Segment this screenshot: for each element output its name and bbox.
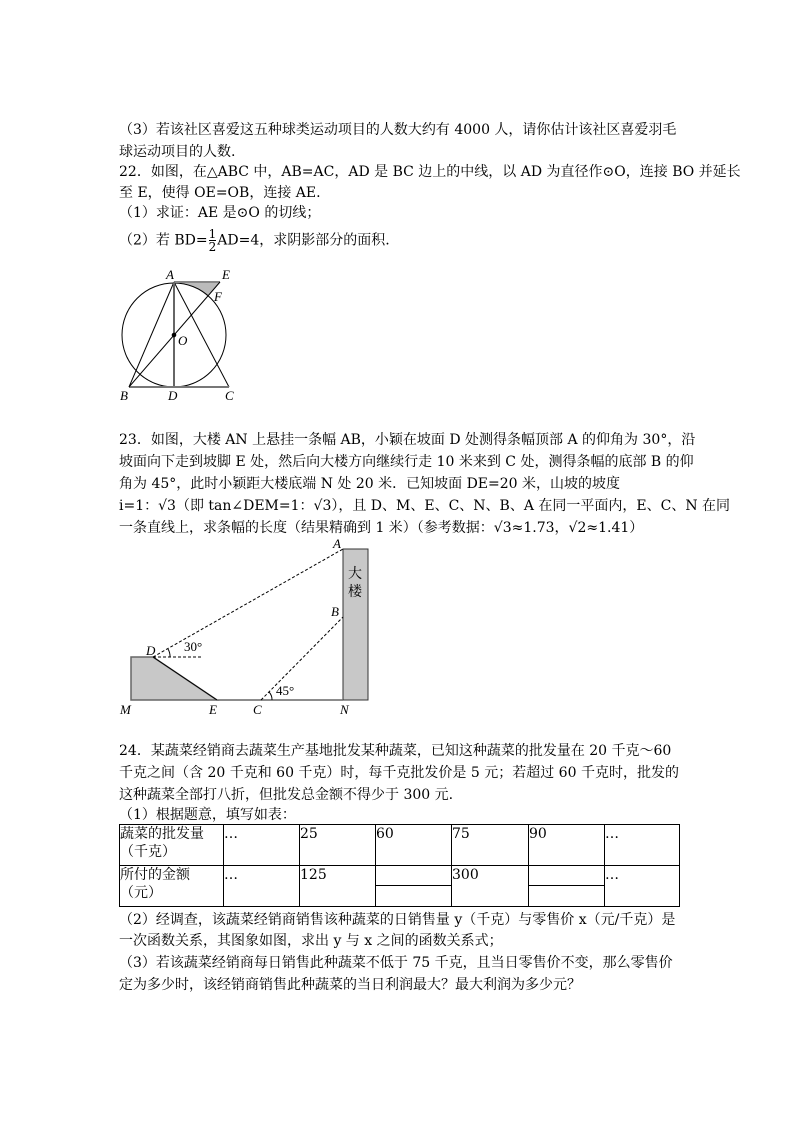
q24-line2: 千克之间（含 20 千克和 60 千克）时，每千克批发价是 5 元；若超过 60 千克时，批发的 [119, 765, 679, 781]
angle-arc-d [168, 649, 170, 657]
angle-label-45: 45° [276, 683, 295, 698]
q21-part3-line1: （3）若该社区喜爱这五种球类运动项目的人数大约有 4000 人，请你估计该社区喜爱羽毛 [119, 122, 677, 138]
sight-line-cb [261, 617, 343, 700]
table-row [120, 866, 680, 907]
table-header-cell: 所付的金额（元） [120, 866, 224, 907]
table-cell: 60 [376, 825, 452, 866]
table-cell: 75 [452, 825, 529, 866]
q24-table [119, 824, 680, 907]
label-f: F [214, 289, 222, 304]
label-e: E [222, 267, 230, 282]
q23-line5: 一条直线上，求条幅的长度（结果精确到 1 米）（参考数据：√3≈1.73，√2≈1.41） [119, 520, 644, 536]
label-b: B [120, 388, 128, 403]
table-cell: … [605, 866, 680, 907]
q22-part2-post: AD=4，求阴影部分的面积. [217, 232, 390, 249]
table-cell: 300 [452, 866, 529, 907]
answer-blank[interactable] [376, 866, 451, 885]
label-a: A [333, 536, 341, 551]
q23-line2: 坡面向下走到坡脚 E 处，然后向大楼方向继续行走 10 米来到 C 处，测得条幅的底部 B 的仰 [119, 454, 694, 470]
point-o [172, 333, 176, 337]
q23-line3: 角为 45°，此时小颖距大楼底端 N 处 20 米．已知坡面 DE=20 米，山坡的坡度 [119, 476, 621, 492]
label-d: D [168, 388, 178, 403]
sight-line-da [153, 549, 343, 657]
table-cell-blank[interactable] [376, 866, 452, 907]
angle-arc-c [269, 692, 272, 700]
q22-line2: 至 E，使得 OE=OB，连接 AE. [119, 185, 321, 201]
q24-part3-line2: 定为多少时，该经销商销售此种蔬菜的当日利润最大？最大利润为多少元？ [119, 977, 581, 993]
q24-part3-line1: （3）若该蔬菜经销商每日销售此种蔬菜不低于 75 千克，且当日零售价不变，那么零售价 [119, 955, 673, 971]
slope [131, 657, 217, 700]
building-label-1: 大 [348, 567, 362, 582]
label-d: D [146, 643, 156, 658]
building-label-2: 楼 [348, 585, 362, 600]
q21-part3-line2: 球运动项目的人数. [119, 144, 236, 160]
q23-line4: i=1：√3（即 tan∠DEM=1：√3），且 D、M、E、C、N、B、A 在同一平面内，E、C、N 在同 [119, 498, 731, 514]
label-c: C [225, 388, 234, 403]
cell-divider [376, 885, 451, 906]
label-o: O [178, 333, 188, 348]
q23-figure [119, 536, 368, 717]
table-cell: … [224, 866, 300, 907]
label-e: E [209, 702, 217, 717]
table-header-cell: 蔬菜的批发量（千克） [120, 825, 224, 866]
label-n: N [340, 702, 349, 717]
table-cell: 90 [529, 825, 605, 866]
label-m: M [120, 702, 131, 717]
table-cell: 125 [300, 866, 376, 907]
q24-part2-line1: （2）经调查，该蔬菜经销商销售该种蔬菜的日销售量 y（千克）与零售价 x（元/千克）是 [119, 912, 676, 928]
cell-divider [529, 885, 604, 906]
q22-part1: （1）求证：AE 是⊙O 的切线； [119, 205, 321, 221]
angle-label-30: 30° [184, 639, 203, 654]
fraction-numerator: 1 [208, 227, 217, 241]
label-c: C [253, 702, 262, 717]
table-row [120, 825, 680, 866]
q22-line1: 22．如图，在△ABC 中，AB=AC，AD 是 BC 边上的中线，以 AD 为直径作⊙O，连接 BO 并延长 [119, 164, 741, 180]
q24-part1: （1）根据题意，填写如表： [119, 807, 296, 823]
q24-line3: 这种蔬菜全部打八折，但批发总金额不得少于 300 元. [119, 787, 454, 803]
fraction-denominator: 2 [208, 240, 217, 254]
table-cell: 25 [300, 825, 376, 866]
q22-figure [120, 267, 234, 403]
table-cell: … [224, 825, 300, 866]
label-a: A [166, 267, 174, 282]
segment-ab [129, 282, 174, 387]
table-cell: … [605, 825, 680, 866]
q24-part2-line2: 一次函数关系，其图象如图，求出 y 与 x 之间的函数关系式； [119, 933, 503, 949]
q23-line1: 23．如图，大楼 AN 上悬挂一条幅 AB，小颖在坡面 D 处测得条幅顶部 A 的仰角为 30°，沿 [119, 432, 696, 448]
table-cell-blank[interactable] [529, 866, 605, 907]
label-b: B [331, 604, 339, 619]
q22-part2-pre: （2）若 BD= [119, 232, 208, 249]
q24-line1: 24．某蔬菜经销商去蔬菜生产基地批发某种蔬菜，已知这种蔬菜的批发量在 20 千克～60 [119, 743, 672, 759]
answer-blank[interactable] [529, 866, 604, 885]
